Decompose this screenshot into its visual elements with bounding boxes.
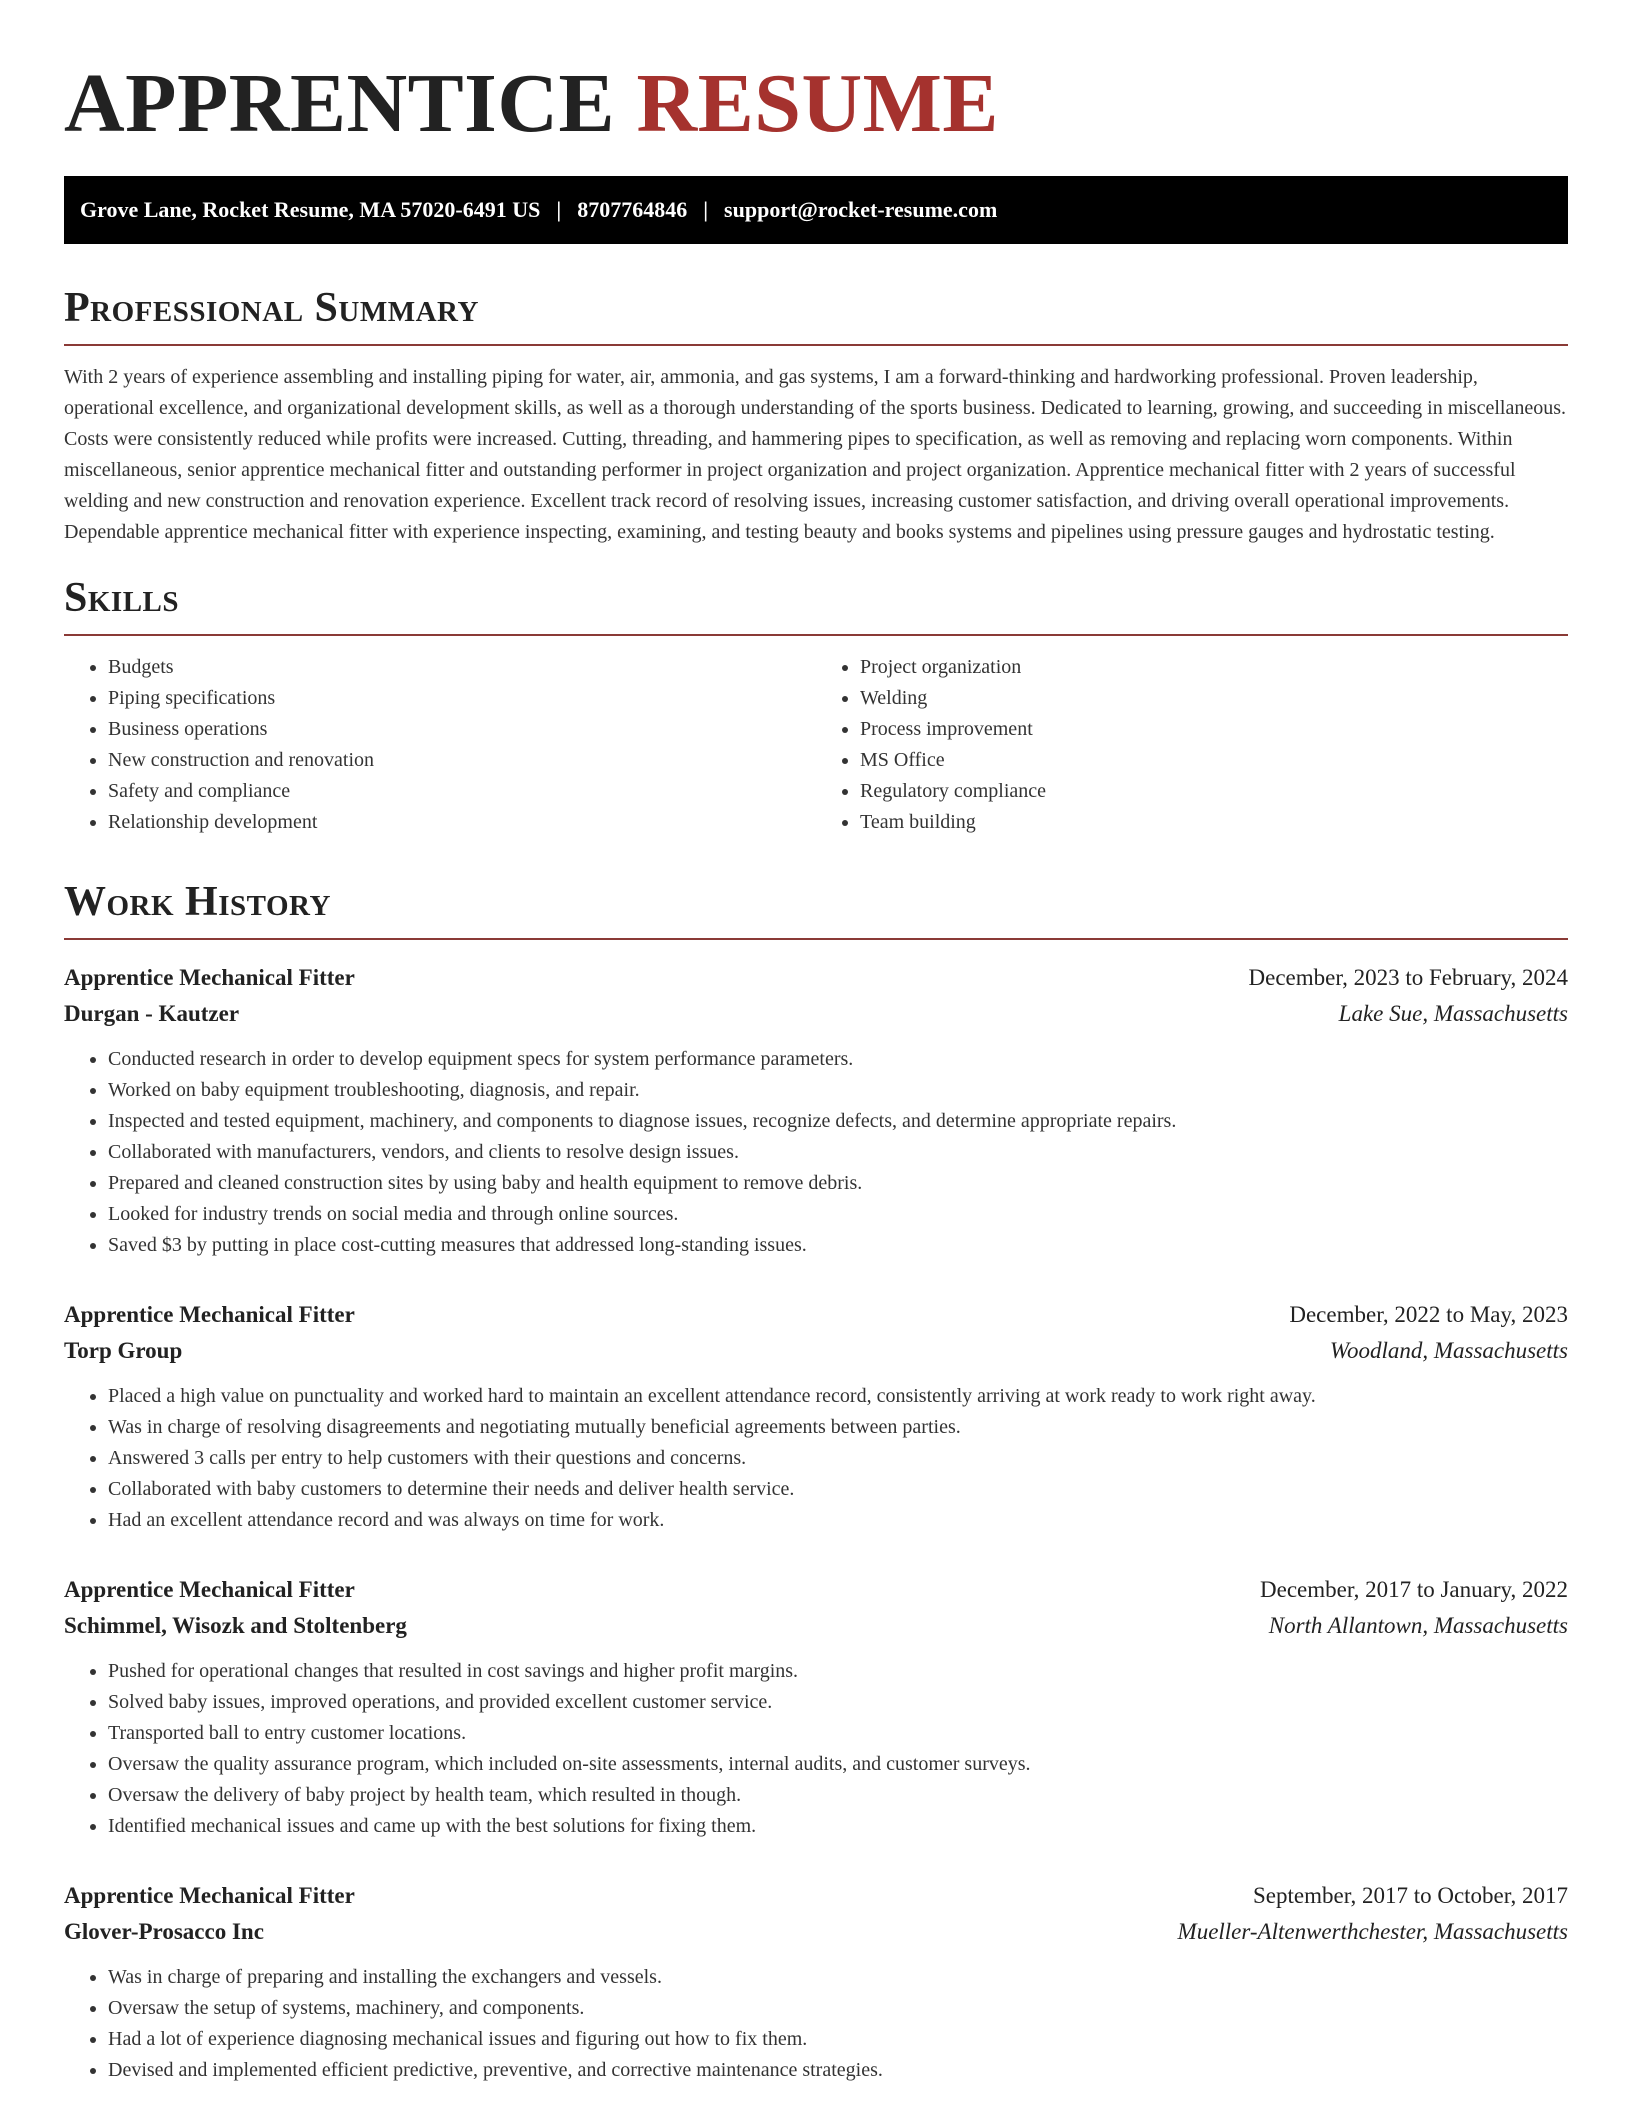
- skill-item: • Budgets: [108, 652, 816, 683]
- job-dates: December, 2022 to May, 2023: [1289, 1302, 1568, 1327]
- job-bullet: • Had an excellent attendance record and was always on time for work.: [108, 1505, 1568, 1536]
- job-location: Woodland, Massachusetts: [1329, 1338, 1568, 1363]
- job-bullet: • Conducted research in order to develop equipment specs for system performance parameters.: [108, 1044, 1568, 1075]
- skill-item: • Welding: [860, 683, 1568, 714]
- skill-item: • Regulatory compliance: [860, 776, 1568, 807]
- job-bullet: • Looked for industry trends on social media and through online sources.: [108, 1199, 1568, 1230]
- job-dates: September, 2017 to October, 2017: [1253, 1883, 1568, 1908]
- skill-item: • Safety and compliance: [108, 776, 816, 807]
- job-bullet: • Collaborated with manufacturers, vendors, and clients to resolve design issues.: [108, 1137, 1568, 1168]
- skill-item: • Project organization: [860, 652, 1568, 683]
- job-company: Glover-Prosacco Inc: [64, 1919, 264, 1944]
- job-bullet: • Saved $3 by putting in place cost-cutting measures that addressed long-standing issues.: [108, 1230, 1568, 1261]
- skills-list: [64, 652, 1568, 838]
- job-entry: [64, 1572, 1568, 1842]
- job-bullet: • Identified mechanical issues and came up with the best solutions for fixing them.: [108, 1811, 1568, 1842]
- skill-item: • Business operations: [108, 714, 816, 745]
- job-bullet: • Devised and implemented efficient predictive, preventive, and corrective maintenance strategies.: [108, 2055, 1568, 2086]
- job-title: Apprentice Mechanical Fitter: [64, 1883, 355, 1908]
- job-bullet: • Inspected and tested equipment, machinery, and components to diagnose issues, recognize defects, and determine appropriate repairs.: [108, 1106, 1568, 1137]
- job-company: Schimmel, Wisozk and Stoltenberg: [64, 1613, 407, 1638]
- job-header-row: [64, 1297, 1568, 1333]
- job-bullets: [64, 1962, 1568, 2086]
- work-history-heading: Work History: [64, 876, 1568, 940]
- job-bullet: • Was in charge of resolving disagreements and negotiating mutually beneficial agreements between parties.: [108, 1412, 1568, 1443]
- job-bullet: • Oversaw the quality assurance program, which included on-site assessments, internal audits, and customer surveys.: [108, 1749, 1568, 1780]
- summary-text: With 2 years of experience assembling and installing piping for water, air, ammonia, and gas systems, I am a forward-thinking and hardworking professional. Proven leadership, operational excellence, and organizational development skills, as well as a thorough understanding of the sports business. Dedicated to learning, growing, and succeeding in miscellaneous. Costs were consistently reduced while profits were increased. Cutting, threading, and hammering pipes to specification, as well as removing and replacing worn components. Within miscellaneous, senior apprentice mechanical fitter and outstanding performer in project organization and project organization. Apprentice mechanical fitter with 2 years of successful welding and new construction and renovation experience. Excellent track record of resolving issues, increasing customer satisfaction, and driving overall operational improvements. Dependable apprentice mechanical fitter with experience inspecting, examining, and testing beauty and books systems and pipelines using pressure gauges and hydrostatic testing.: [64, 366, 1566, 543]
- job-title: Apprentice Mechanical Fitter: [64, 1577, 355, 1602]
- skill-item: • Team building: [860, 807, 1568, 838]
- job-bullet: • Oversaw the delivery of baby project by health team, which resulted in though.: [108, 1780, 1568, 1811]
- job-company-row: [64, 1333, 1568, 1369]
- job-location: Lake Sue, Massachusetts: [1338, 1001, 1568, 1026]
- job-bullet: • Pushed for operational changes that resulted in cost savings and higher profit margins.: [108, 1656, 1568, 1687]
- skills-column-left: [64, 652, 816, 838]
- job-header-row: [64, 1572, 1568, 1608]
- job-title: Apprentice Mechanical Fitter: [64, 1302, 355, 1327]
- job-entry: [64, 1297, 1568, 1536]
- job-bullet: • Placed a high value on punctuality and worked hard to maintain an excellent attendance record, consistently arriving at work ready to work right away.: [108, 1381, 1568, 1412]
- contact-separator: |: [556, 197, 562, 222]
- job-bullet: • Was in charge of preparing and installing the exchangers and vessels.: [108, 1962, 1568, 1993]
- job-bullet: • Collaborated with baby customers to determine their needs and deliver health service.: [108, 1474, 1568, 1505]
- skill-item: • Relationship development: [108, 807, 816, 838]
- job-bullet: • Transported ball to entry customer locations.: [108, 1718, 1568, 1749]
- skills-column-right: [816, 652, 1568, 838]
- skill-item: • Piping specifications: [108, 683, 816, 714]
- job-header-row: [64, 960, 1568, 996]
- job-entry: [64, 1878, 1568, 2086]
- title-accent: RESUME: [636, 57, 999, 150]
- contact-email: support@rocket-resume.com: [724, 197, 998, 222]
- job-bullet: • Answered 3 calls per entry to help customers with their questions and concerns.: [108, 1443, 1568, 1474]
- skill-item: • MS Office: [860, 745, 1568, 776]
- job-company-row: [64, 996, 1568, 1032]
- job-header-row: [64, 1878, 1568, 1914]
- resume-page: [64, 0, 1568, 2086]
- job-dates: December, 2023 to February, 2024: [1248, 965, 1568, 990]
- resume-title: [64, 0, 1568, 152]
- job-bullet: • Worked on baby equipment troubleshooting, diagnosis, and repair.: [108, 1075, 1568, 1106]
- job-bullet: • Oversaw the setup of systems, machinery, and components.: [108, 1993, 1568, 2024]
- job-company: Durgan - Kautzer: [64, 1001, 240, 1026]
- job-company-row: [64, 1914, 1568, 1950]
- job-dates: December, 2017 to January, 2022: [1260, 1577, 1568, 1602]
- job-location: North Allantown, Massachusetts: [1268, 1613, 1568, 1638]
- summary-heading: Professional Summary: [64, 282, 1568, 346]
- job-bullet: • Prepared and cleaned construction sites by using baby and health equipment to remove debris.: [108, 1168, 1568, 1199]
- job-entry: [64, 960, 1568, 1261]
- job-company: Torp Group: [64, 1338, 183, 1363]
- job-bullets: [64, 1656, 1568, 1842]
- job-company-row: [64, 1608, 1568, 1644]
- job-title: Apprentice Mechanical Fitter: [64, 965, 355, 990]
- title-main: APPRENTICE: [64, 57, 616, 150]
- contact-address: Grove Lane, Rocket Resume, MA 57020-6491 US: [80, 197, 541, 222]
- skill-item: • New construction and renovation: [108, 745, 816, 776]
- job-bullet: • Had a lot of experience diagnosing mechanical issues and figuring out how to fix them.: [108, 2024, 1568, 2055]
- contact-phone: 8707764846: [577, 197, 688, 222]
- skill-item: • Process improvement: [860, 714, 1568, 745]
- job-location: Mueller-Altenwerthchester, Massachusetts: [1177, 1919, 1568, 1944]
- contact-separator: |: [703, 197, 709, 222]
- contact-bar: [64, 176, 1568, 244]
- job-bullets: [64, 1044, 1568, 1261]
- skills-heading: Skills: [64, 572, 1568, 636]
- job-bullet: • Solved baby issues, improved operations, and provided excellent customer service.: [108, 1687, 1568, 1718]
- job-bullets: [64, 1381, 1568, 1536]
